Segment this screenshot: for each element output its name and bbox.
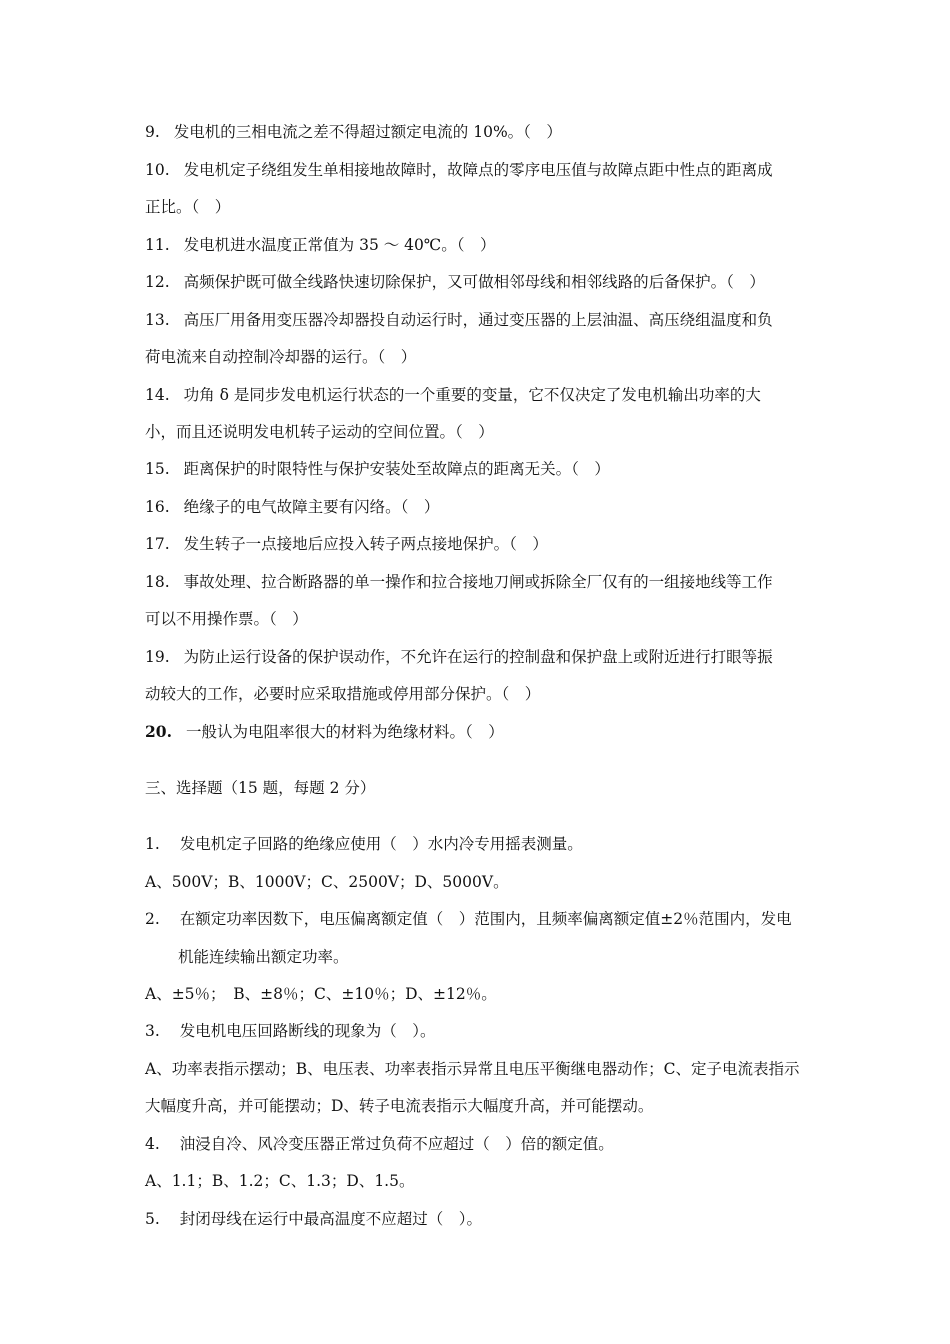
choice-options-3: A、功率表指示摆动；B、电压表、功率表指示异常且电压平衡继电器动作；C、定子电流表指示	[145, 1060, 800, 1078]
question-number: 3.	[145, 1022, 160, 1040]
question-text: 发电机电压回路断线的现象为（ ）。	[179, 1022, 436, 1040]
question-text: 高压厂用备用变压器冷却器投自动运行时，通过变压器的上层油温、高压绕组温度和负	[183, 311, 773, 329]
choice-question-4	[145, 1134, 614, 1154]
question-number: 18.	[145, 573, 170, 591]
question-11	[145, 235, 495, 255]
choice-options-2: A、±5％； B、±8％；C、±10％；D、±12％。	[145, 985, 497, 1003]
question-10-continued: 正比。（ ）	[145, 198, 231, 216]
question-text: 封闭母线在运行中最高温度不应超过（ ）。	[179, 1210, 483, 1228]
question-number: 5.	[145, 1210, 160, 1228]
question-16	[145, 497, 439, 517]
question-10	[145, 160, 773, 180]
question-13-continued: 荷电流来自动控制冷却器的运行。（ ）	[145, 348, 417, 366]
question-20	[145, 722, 504, 742]
question-18	[145, 572, 773, 592]
question-number: 9.	[145, 123, 160, 141]
question-text: 功角 δ 是同步发电机运行状态的一个重要的变量，它不仅决定了发电机输出功率的大	[183, 386, 761, 404]
question-text: 发电机的三相电流之差不得超过额定电流的 10%。（ ）	[173, 123, 562, 141]
question-number: 14.	[145, 386, 170, 404]
question-9	[145, 122, 562, 142]
choice-question-2	[145, 909, 792, 929]
question-15	[145, 459, 610, 479]
question-number: 2.	[145, 910, 160, 928]
question-text: 绝缘子的电气故障主要有闪络。（ ）	[183, 498, 440, 516]
question-text: 事故处理、拉合断路器的单一操作和拉合接地刀闸或拆除全厂仅有的一组接地线等工作	[183, 573, 773, 591]
choice-options-3-continued: 大幅度升高，并可能摆动；D、转子电流表指示大幅度升高，并可能摆动。	[145, 1097, 654, 1115]
question-text: 发电机定子回路的绝缘应使用（ ）水内冷专用摇表测量。	[179, 835, 583, 853]
question-text: 发电机定子绕组发生单相接地故障时，故障点的零序电压值与故障点距中性点的距离成	[183, 161, 773, 179]
question-14	[145, 385, 761, 405]
section-title: 三、选择题（15 题，每题 2 分）	[145, 779, 376, 797]
question-text: 在额定功率因数下，电压偏离额定值（ ）范围内，且频率偏离额定值±2％范围内，发电	[179, 910, 792, 928]
choice-question-1	[145, 834, 583, 854]
question-12	[145, 272, 765, 292]
question-17	[145, 534, 548, 554]
question-number: 15.	[145, 460, 170, 478]
question-19-continued: 动较大的工作，必要时应采取措施或停用部分保护。（ ）	[145, 685, 541, 703]
choice-question-3	[145, 1021, 436, 1041]
question-number: 17.	[145, 535, 170, 553]
question-text: 油浸自冷、风冷变压器正常过负荷不应超过（ ）倍的额定值。	[179, 1135, 614, 1153]
question-text: 发生转子一点接地后应投入转子两点接地保护。（ ）	[183, 535, 548, 553]
choice-options-1: A、500V；B、1000V；C、2500V；D、5000V。	[145, 873, 509, 891]
question-number: 10.	[145, 161, 170, 179]
choice-options-4: A、1.1；B、1.2；C、1.3；D、1.5。	[145, 1172, 415, 1190]
question-text: 距离保护的时限特性与保护安装处至故障点的距离无关。（ ）	[183, 460, 610, 478]
question-number: 11.	[145, 236, 170, 254]
question-number: 4.	[145, 1135, 160, 1153]
choice-question-2-continued: 机能连续输出额定功率。	[178, 948, 349, 966]
question-number: 1.	[145, 835, 160, 853]
question-text: 为防止运行设备的保护误动作，不允许在运行的控制盘和保护盘上或附近进行打眼等振	[183, 648, 773, 666]
question-text: 一般认为电阻率很大的材料为绝缘材料。（ ）	[185, 723, 504, 741]
choice-question-5	[145, 1209, 482, 1229]
question-text: 发电机进水温度正常值为 35 ～ 40℃。（ ）	[183, 236, 496, 254]
question-number: 12.	[145, 273, 170, 291]
question-number: 13.	[145, 311, 170, 329]
question-13	[145, 310, 773, 330]
question-19	[145, 647, 773, 667]
question-number: 16.	[145, 498, 170, 516]
question-18-continued: 可以不用操作票。（ ）	[145, 610, 308, 628]
question-number: 20.	[145, 722, 172, 741]
question-14-continued: 小，而且还说明发电机转子运动的空间位置。（ ）	[145, 423, 494, 441]
question-number: 19.	[145, 648, 170, 666]
question-text: 高频保护既可做全线路快速切除保护，又可做相邻母线和相邻线路的后备保护。（ ）	[183, 273, 765, 291]
